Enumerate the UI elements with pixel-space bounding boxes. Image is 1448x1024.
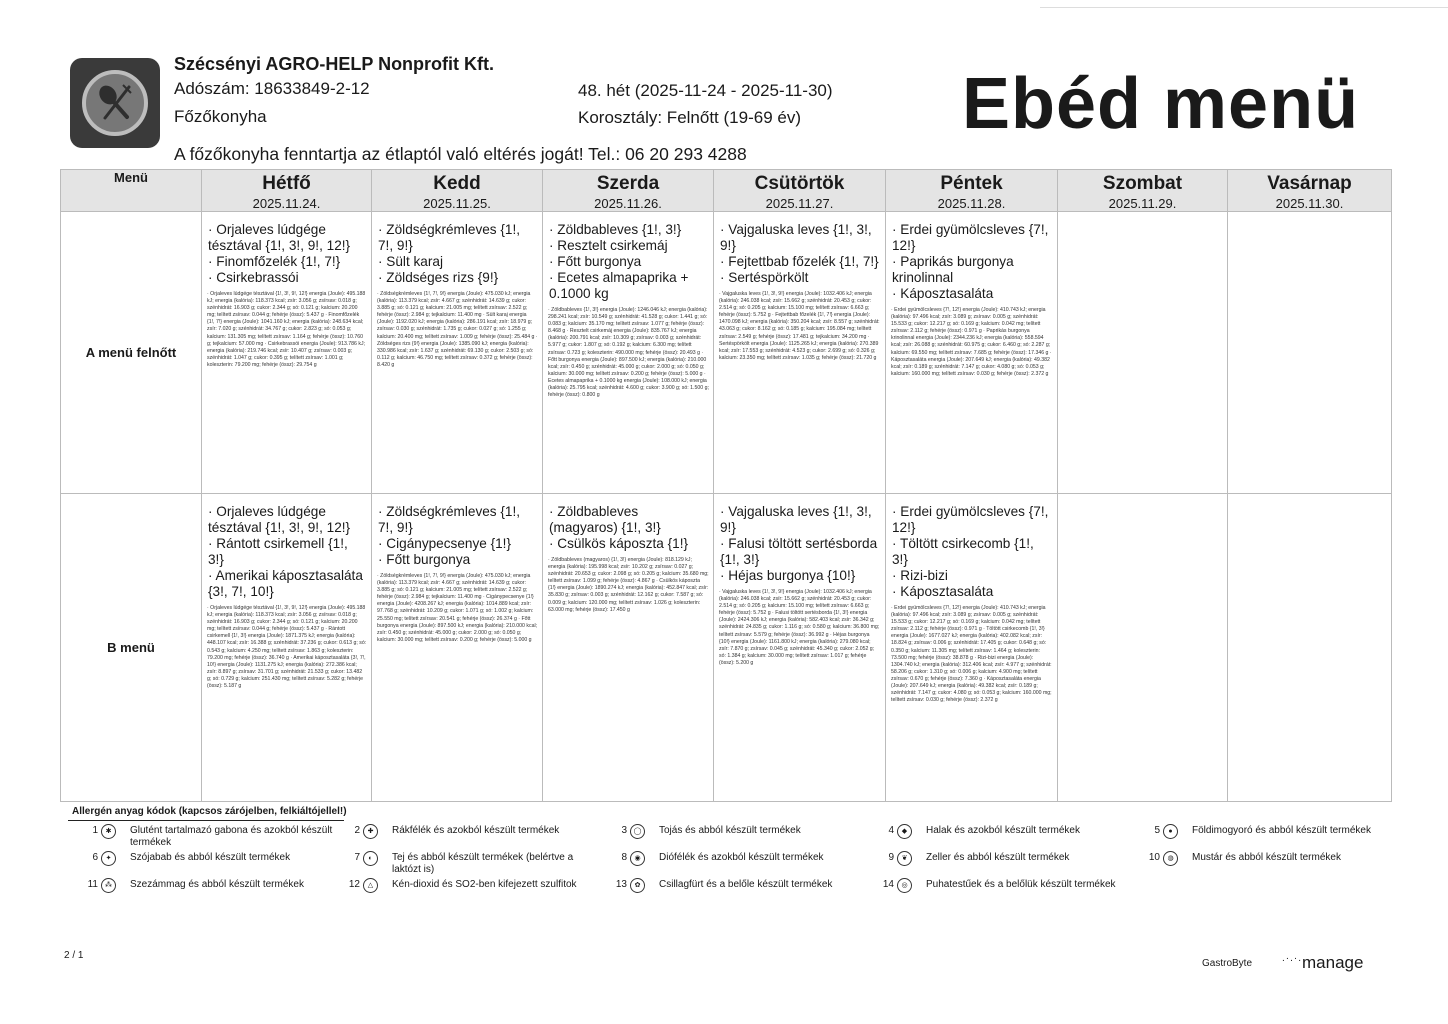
- allergen-number: 1: [92, 825, 98, 836]
- menu-cell: [372, 212, 543, 494]
- day-header-sunday: [1228, 170, 1392, 212]
- allergen-number: 7: [354, 852, 360, 863]
- mustard-icon: ◍: [1163, 851, 1178, 866]
- dish-name: · Finomfőzelék {1!, 7!}: [208, 254, 341, 269]
- menu-cell-content: [1058, 212, 1227, 493]
- menu-cell-content: [202, 494, 371, 801]
- dish-name: · Cigánypecsenye {1!}: [378, 536, 512, 551]
- dish-name: · Fejtettbab főzelék {1!, 7!}: [720, 254, 879, 269]
- allergen-text: Kén-dioxid és SO2-ben kifejezett szulfitok: [392, 879, 577, 890]
- dish-name: · Héjas burgonya {10!}: [720, 568, 856, 583]
- dish-name: · Orjaleves lúdgége tésztával {1!, 3!, 9!, 12!}: [208, 222, 351, 253]
- menu-cell: [543, 212, 714, 494]
- day-name: Szombat: [1102, 173, 1183, 194]
- company-name: Szécsényi AGRO-HELP Nonprofit Kft.: [174, 54, 495, 74]
- dish-name: · Orjaleves lúdgége tésztával {1!, 3!, 9!, 12!}: [208, 504, 351, 535]
- allergen-item: [607, 852, 864, 866]
- allergen-text: Földimogyoró és abból készült termékek: [1192, 825, 1371, 836]
- nutrition-info: · Vajgaluska leves {1!, 3!, 9!} energia (Joule): 1032.406 kJ; energia (kalória): 246.038 kcal; zsír: 15.662 g; szénhidrát: 20.453 g; cukor: 2.514 g; só: 0.205 g; kalcium: 15.100 mg; telített zsírsav: 6.663 g; fehérje (össz): 5.752 g · Falusi töltött sertésborda {1!, 3!} energia (Joule): 2424.306 kJ; energia (kalória): 582.403 kcal; zsír: 36.342 g; szénhidrát: 24.835 g; cukor: 1.116 g; só: 0.580 g; kalcium: 36.800 mg; telített zsírsav: 5.579 g; fehérje (össz): 36.992 g · Héjas burgonya {10!} energia (Joule): 1161.800 kJ; energia (kalória): 279.080 kcal; zsír: 7.870 g; zsírsav: 0.045 g; szénhidrát: 45.340 g; cukor: 2.052 g; só: 1.384 g; kalcium: 30.000 mg; telített zsírsav: 1.017 g; fehérje (össz): 5.200 g: [719, 589, 880, 666]
- menu-row-b: [61, 494, 1392, 802]
- wheat-icon: ✱: [101, 824, 116, 839]
- allergen-item: [607, 825, 864, 839]
- nutrition-info: · Zöldbableves {1!, 3!} energia (Joule): 1246.046 kJ; energia (kalória): 298.241 kcal; zsír: 10.549 g; szénhidrát: 41.528 g; cukor: 1.441 g; só: 0.083 g; kalcium: 35.170 mg; telített zsírsav: 1.077 g; fehérje (össz): 8.468 g · Resztelt csirkemáj energia (Joule): 835.767 kJ; energia (kalória): 200.791 kcal; zsír: 10.309 g; zsírsav: 0.003 g; szénhidrát: 5.977 g; cukor: 1.807 g; só: 0.192 g; kalcium: 6.300 mg; telített zsírsav: 0.723 g; koleszterin: 490.000 mg; fehérje (össz): 20.493 g · Főtt burgonya energia (Joule): 897.500 kJ; energia (kalória): 210.000 kcal; zsír: 0.450 g; szénhidrát: 45.000 g; cukor: 2.000 g; só: 0.050 g; kalcium: 30.000 mg; telített zsírsav: 0.200 g; fehérje (össz): 5.000 g · Ecetes almapaprika + 0.1000 kg energia (Joule): 108.000 kJ; energia (kalória): 25.795 kcal; szénhidrát: 4.600 g; cukor: 3.900 g; só: 1.500 g; fehérje (össz): 0.800 g: [548, 307, 709, 399]
- tax-id: Adószám: 18633849-2-12: [174, 79, 370, 98]
- day-header-thursday: [714, 170, 886, 212]
- nutrition-info: · Zöldségkrémleves {1!, 7!, 9!} energia (Joule): 475.030 kJ; energia (kalória): 113.379 kcal; zsír: 4.667 g; szénhidrát: 14.639 g; cukor: 3.885 g; só: 0.121 g; kalcium: 21.005 mg; telített zsírsav: 2.522 g; fehérje (össz): 2.984 g; tejkalcium: 11.400 mg · Cigánypecsenye {1!} energia (Joule): 4208.267 kJ; energia (kalória): 1014.889 kcal; zsír: 97.768 g; szénhidrát: 10.209 g; cukor: 1.071 g; só: 1.002 g; kalcium: 25.550 mg; telített zsírsav: 20.541 g; fehérje (össz): 26.374 g · Főtt burgonya energia (Joule): 897.500 kJ; energia (kalória): 210.000 kcal; zsír: 0.450 g; szénhidrát: 45.000 g; cukor: 2.000 g; só: 0.050 g; kalcium: 30.000 mg; telített zsírsav: 0.200 g; fehérje (össz): 5.000 g: [377, 573, 538, 643]
- menu-cell: [372, 494, 543, 802]
- menu-cell-content: [714, 212, 885, 493]
- menu-cell: [1228, 212, 1392, 494]
- dish-name: · Káposztasaláta: [892, 584, 994, 599]
- kitchen-logo: [70, 58, 160, 148]
- manage-text: manage: [1302, 953, 1364, 972]
- table-header-row: [61, 170, 1392, 212]
- nutrition-info: · Orjaleves lúdgége tésztával {1!, 3!, 9!, 12!} energia (Joule): 495.188 kJ; energia (kalória): 118.373 kcal; zsír: 3.056 g; zsírsav: 0.018 g; szénhidrát: 16.903 g; cukor: 2.344 g; só: 0.121 g; kalcium: 20.200 mg; telített zsírsav: 0.044 g; fehérje (össz): 5.437 g · Rántott csirkemell {1!, 3!} energia (Joule): 1871.375 kJ; energia (kalória): 448.107 kcal; zsír: 16.388 g; szénhidrát: 37.236 g; cukor: 0.613 g; só: 0.543 g; kalcium: 4.250 mg; telített zsírsav: 1.863 g; koleszterin: 79.200 mg; fehérje (össz): 36.740 g · Amerikai káposztasaláta {3!, 7!, 10!} energia (Joule): 1131.275 kJ; energia (kalória): 272.386 kcal; zsír: 8.897 g; zsírsav: 31.701 g; szénhidrát: 21.533 g; cukor: 13.482 g; só: 0.729 g; kalcium: 251.430 mg; telített zsírsav: 5.282 g; fehérje (össz): 5.187 g: [207, 605, 367, 690]
- dish-name: · Erdei gyümölcsleves {7!, 12!}: [892, 222, 1049, 253]
- manage-logo: [1282, 953, 1363, 973]
- sulphite-icon: △: [363, 878, 378, 893]
- day-header-tuesday: [372, 170, 543, 212]
- menu-cell: [714, 212, 886, 494]
- day-date: 2025.11.27.: [765, 196, 834, 211]
- allergen-number: 4: [888, 825, 894, 836]
- soy-icon: ✦: [101, 851, 116, 866]
- dish-name: · Ecetes almapaprika + 0.1000 kg: [549, 270, 689, 301]
- dish-name: · Zöldbableves {1!, 3!}: [549, 222, 682, 237]
- menu-cell: [1058, 212, 1228, 494]
- menu-cell: [1228, 494, 1392, 802]
- dots-icon: .·.·.: [1282, 953, 1302, 964]
- allergen-item: [78, 879, 335, 893]
- allergen-text: Zeller és abból készült termékek: [926, 852, 1070, 863]
- day-name: Hétfő: [262, 173, 311, 194]
- dish-name: · Csülkös káposzta {1!}: [549, 536, 689, 551]
- menu-row-a: [61, 212, 1392, 494]
- allergen-number: 3: [621, 825, 627, 836]
- allergen-number: 13: [615, 879, 627, 890]
- day-date: 2025.11.25.: [423, 196, 491, 211]
- fish-icon: ◆: [897, 824, 912, 839]
- day-date: 2025.11.29.: [1108, 196, 1177, 211]
- allergen-text: Szezámmag és abból készült termékek: [130, 879, 304, 890]
- menu-cell: [543, 494, 714, 802]
- allergen-legend-title: Allergén anyag kódok (kapcsos zárójelben, felkiáltójellel!): [72, 806, 347, 817]
- menu-cell-content: [1058, 494, 1227, 801]
- day-header-friday: [886, 170, 1058, 212]
- dish-name: · Zöldbableves (magyaros) {1!, 3!}: [549, 504, 661, 535]
- allergen-number: 12: [348, 879, 360, 890]
- allergen-item: [340, 879, 597, 893]
- dish-name: · Zöldségkrémleves {1!, 7!, 9!}: [378, 222, 521, 253]
- celery-icon: ❦: [897, 851, 912, 866]
- spoon-fork-icon: [82, 70, 148, 136]
- allergen-number: 11: [87, 879, 98, 890]
- allergen-item: [340, 825, 597, 839]
- day-name: Szerda: [596, 173, 660, 194]
- age-group: Korosztály: Felnőtt (19-69 év): [578, 108, 801, 127]
- dish-name: · Sertéspörkölt: [720, 270, 809, 285]
- allergen-text: Tej és abból készült termékek (belértve a laktózt is): [392, 852, 574, 875]
- gastrobyte-label: GastroByte: [1202, 958, 1253, 969]
- menu-cell-content: [202, 212, 371, 493]
- allergen-text: Tojás és abból készült termékek: [659, 825, 801, 836]
- nut-icon: ◉: [630, 851, 645, 866]
- egg-icon: ◯: [630, 824, 645, 839]
- allergen-text: Csillagfürt és a belőle készült termékek: [659, 879, 833, 890]
- row-label: B menü: [61, 494, 202, 802]
- dish-name: · Csirkebrassói: [208, 270, 299, 285]
- menu-cell: [714, 494, 886, 802]
- row-label: A menü felnőtt: [61, 212, 202, 494]
- menu-cell-content: [714, 494, 885, 801]
- menu-cell-content: [886, 212, 1057, 493]
- day-date: 2025.11.28.: [937, 196, 1006, 211]
- allergen-number: 6: [92, 852, 98, 863]
- allergen-item: [874, 852, 1131, 866]
- page-title: Ebéd menü: [962, 64, 1360, 144]
- notice-text: A főzőkonyha fenntartja az étlaptól való eltérés jogát! Tel.: 06 20 293 4288: [174, 144, 747, 164]
- dish-name: · Vajgaluska leves {1!, 3!, 9!}: [720, 504, 872, 535]
- nutrition-info: · Zöldbableves (magyaros) {1!, 3!} energia (Joule): 818.129 kJ; energia (kalória): 195.998 kcal; zsír: 10.202 g; zsírsav: 0.027 g; szénhidrát: 20.653 g; cukor: 2.098 g; só: 0.205 g; kalcium: 35.680 mg; telített zsírsav: 1.099 g; fehérje (össz): 4.867 g · Csülkös káposzta {1!} energia (Joule): 1890.274 kJ; energia (kalória): 452.847 kcal; zsír: 35.830 g; zsírsav: 0.003 g; szénhidrát: 12.162 g; cukor: 7.587 g; só: 0.009 g; kalcium: 120.000 mg; telített zsírsav: 1.026 g; koleszterin: 63.000 mg; fehérje (össz): 17.450 g: [548, 557, 709, 613]
- day-date: 2025.11.30.: [1275, 196, 1344, 211]
- allergen-item: [874, 825, 1131, 839]
- allergen-text: Mustár és abból készült termékek: [1192, 852, 1341, 863]
- allergen-text: Rákfélék és azokból készült termékek: [392, 825, 560, 836]
- dish-name: · Káposztasaláta: [892, 286, 994, 301]
- crab-icon: ✚: [363, 824, 378, 839]
- allergen-item: [607, 879, 864, 893]
- allergen-item: [78, 825, 335, 849]
- menu-column-header: Menü: [61, 170, 202, 212]
- menu-cell-content: [372, 494, 542, 801]
- dish-name: · Töltött csirkecomb {1!, 3!}: [892, 536, 1034, 567]
- allergen-item: [340, 852, 597, 876]
- peanut-icon: ●: [1163, 824, 1178, 839]
- allergen-text: Halak és azokból készült termékek: [926, 825, 1080, 836]
- lupin-icon: ✿: [630, 878, 645, 893]
- allergen-text: Szójabab és abból készült termékek: [130, 852, 291, 863]
- dish-name: · Főtt burgonya: [378, 552, 471, 567]
- menu-cell-content: [1228, 212, 1391, 493]
- week-range: 48. hét (2025-11-24 - 2025-11-30): [578, 81, 833, 100]
- dish-name: · Rizi-bizi: [892, 568, 948, 583]
- menu-cell-content: [543, 212, 713, 493]
- dish-name: · Erdei gyümölcsleves {7!, 12!}: [892, 504, 1049, 535]
- dish-name: · Falusi töltött sertésborda {1!, 3!}: [720, 536, 878, 567]
- allergen-text: Glutént tartalmazó gabona és azokból készült termékek: [130, 825, 333, 848]
- allergen-item: [1140, 825, 1397, 839]
- nutrition-info: · Vajgaluska leves {1!, 3!, 9!} energia (Joule): 1032.406 kJ; energia (kalória): 246.038 kcal; zsír: 15.662 g; szénhidrát: 20.453 g; cukor: 2.514 g; só: 0.205 g; kalcium: 15.100 mg; telített zsírsav: 6.663 g; fehérje (össz): 5.752 g · Fejtettbab főzelék {1!, 7!} energia (Joule): 1470.098 kJ; energia (kalória): 350.204 kcal; zsír: 8.557 g; szénhidrát: 43.063 g; cukor: 8.162 g; só: 0.185 g; kalcium: 195.084 mg; telített zsírsav: 2.549 g; fehérje (össz): 17.481 g; tejkalcium: 34.200 mg · Sertéspörkölt energia (Joule): 1125.265 kJ; energia (kalória): 270.389 kcal; zsír: 17.553 g; szénhidrát: 4.523 g; cukor: 2.699 g; só: 0.326 g; kalcium: 23.350 mg; telített zsírsav: 1.035 g; fehérje (össz): 21.720 g: [719, 291, 880, 361]
- nutrition-info: · Zöldségkrémleves {1!, 7!, 9!} energia (Joule): 475.030 kJ; energia (kalória): 113.379 kcal; zsír: 4.667 g; szénhidrát: 14.639 g; cukor: 3.885 g; só: 0.121 g; kalcium: 21.005 mg; telített zsírsav: 2.522 g; fehérje (össz): 2.984 g; tejkalcium: 11.400 mg · Sült karaj energia (Joule): 1192.020 kJ; energia (kalória): 286.191 kcal; zsír: 18.979 g; zsírsav: 0.030 g; szénhidrát: 1.735 g; cukor: 0.027 g; só: 1.255 g; kalcium: 20.400 mg; telített zsírsav: 1.009 g; fehérje (össz): 25.484 g · Zöldséges rizs {9!} energia (Joule): 1385.090 kJ; energia (kalória): 330.986 kcal; zsír: 1.637 g; szénhidrát: 69.130 g; cukor: 2.503 g; só: 0.112 g; kalcium: 46.750 mg; telített zsírsav: 0.372 g; fehérje (össz): 8.420 g: [377, 291, 538, 368]
- nutrition-info: · Erdei gyümölcsleves {7!, 12!} energia (Joule): 410.743 kJ; energia (kalória): 97.496 kcal; zsír: 3.089 g; zsírsav: 0.005 g; szénhidrát: 15.533 g; cukor: 12.217 g; só: 0.169 g; kalcium: 0.042 mg; telített zsírsav: 2.112 g; fehérje (össz): 0.971 g · Töltött csirkecomb {1!, 3!} energia (Joule): 1677.027 kJ; energia (kalória): 402.082 kcal; zsír: 18.824 g; zsírsav: 0.006 g; szénhidrát: 17.405 g; cukor: 0.648 g; só: 0.350 g; kalcium: 11.305 mg; telített zsírsav: 1.464 g; koleszterin: 73.500 mg; fehérje (össz): 38.878 g · Rizi-bizi energia (Joule): 1304.740 kJ; energia (kalória): 312.406 kcal; zsír: 4.977 g; szénhidrát: 58.206 g; cukor: 1.310 g; só: 0.006 g; kalcium: 4.900 mg; telített zsírsav: 0.670 g; fehérje (össz): 7.360 g · Káposztasaláta energia (Joule): 207.649 kJ; energia (kalória): 49.382 kcal; zsír: 0.189 g; szénhidrát: 7.147 g; cukor: 4.080 g; só: 0.053 g; kalcium: 160.000 mg; telített zsírsav: 0.030 g; fehérje (össz): 2.372 g: [891, 605, 1052, 704]
- dish-name: · Főtt burgonya: [549, 254, 642, 269]
- allergen-item: [1140, 852, 1397, 866]
- allergen-number: 14: [882, 879, 894, 890]
- dish-name: · Zöldséges rizs {9!}: [378, 270, 499, 285]
- dish-name: · Zöldségkrémleves {1!, 7!, 9!}: [378, 504, 521, 535]
- day-header-wednesday: [543, 170, 714, 212]
- dish-name: · Vajgaluska leves {1!, 3!, 9!}: [720, 222, 872, 253]
- day-name: Kedd: [433, 173, 481, 194]
- day-date: 2025.11.26.: [594, 196, 662, 211]
- day-name: Péntek: [940, 173, 1003, 194]
- nutrition-info: · Orjaleves lúdgége tésztával {1!, 3!, 9!, 12!} energia (Joule): 495.188 kJ; energia (kalória): 118.373 kcal; zsír: 3.056 g; zsírsav: 0.018 g; szénhidrát: 16.903 g; cukor: 2.344 g; só: 0.121 g; kalcium: 20.200 mg; telített zsírsav: 0.044 g; fehérje (össz): 5.437 g · Finomfőzelék {1!, 7!} energia (Joule): 1041.160 kJ; energia (kalória): 248.634 kcal; zsír: 7.020 g; szénhidrát: 34.767 g; cukor: 2.823 g; só: 0.053 g; kalcium: 131.305 mg; telített zsírsav: 1.164 g; fehérje (össz): 10.760 g; tejkalcium: 57.000 mg · Csirkebrassói energia (Joule): 913.786 kJ; energia (kalória): 219.746 kcal; zsír: 10.407 g; zsírsav: 0.003 g; szénhidrát: 1.047 g; cukor: 0.395 g; telített zsírsav: 1.001 g; koleszterin: 79.200 mg; fehérje (össz): 29.754 g: [207, 291, 366, 368]
- kitchen-name: Főzőkonyha: [174, 107, 267, 126]
- day-name: Csütörtök: [754, 173, 845, 194]
- day-header-monday: [202, 170, 372, 212]
- page-number: 2 / 1: [64, 950, 84, 961]
- menu-cell: [1058, 494, 1228, 802]
- day-date: 2025.11.24.: [252, 196, 321, 211]
- allergen-text: Puhatestűek és a belőlük készült termékek: [926, 879, 1116, 890]
- allergen-title-underline: [68, 820, 344, 821]
- menu-cell-content: [543, 494, 713, 801]
- allergen-item: [78, 852, 335, 866]
- menu-cell: [886, 494, 1058, 802]
- milk-icon: ◐: [363, 851, 378, 866]
- menu-cell-content: [372, 212, 542, 493]
- dish-name: · Paprikás burgonya krinolinnal: [892, 254, 1014, 285]
- allergen-number: 2: [354, 825, 360, 836]
- mollusc-icon: ◎: [897, 878, 912, 893]
- allergen-number: 5: [1154, 825, 1160, 836]
- day-name: Vasárnap: [1267, 173, 1352, 194]
- dish-name: · Resztelt csirkemáj: [549, 238, 668, 253]
- allergen-number: 8: [621, 852, 627, 863]
- menu-table: [60, 169, 1392, 802]
- menu-cell: [202, 494, 372, 802]
- scan-edge-line: [1040, 7, 1448, 8]
- menu-cell-content: [886, 494, 1057, 801]
- day-header-saturday: [1058, 170, 1228, 212]
- menu-cell: [886, 212, 1058, 494]
- menu-cell-content: [1228, 494, 1391, 801]
- allergen-number: 9: [888, 852, 894, 863]
- nutrition-info: · Erdei gyümölcsleves {7!, 12!} energia (Joule): 410.743 kJ; energia (kalória): 97.496 kcal; zsír: 3.089 g; zsírsav: 0.005 g; szénhidrát: 15.533 g; cukor: 12.217 g; só: 0.169 g; kalcium: 0.042 mg; telített zsírsav: 2.112 g; fehérje (össz): 0.971 g · Paprikás burgonya krinolinnal energia (Joule): 2344.236 kJ; energia (kalória): 558.594 kcal; zsír: 26.088 g; szénhidrát: 60.975 g; cukor: 6.460 g; só: 2.287 g; kalcium: 69.550 mg; telített zsírsav: 7.685 g; fehérje (össz): 17.346 g · Káposztasaláta energia (Joule): 207.649 kJ; energia (kalória): 49.382 kcal; zsír: 0.189 g; szénhidrát: 7.147 g; cukor: 4.080 g; só: 0.053 g; kalcium: 160.000 mg; telített zsírsav: 0.030 g; fehérje (össz): 2.372 g: [891, 307, 1052, 377]
- dish-name: · Rántott csirkemell {1!, 3!}: [208, 536, 348, 567]
- dish-name: · Sült karaj: [378, 254, 443, 269]
- menu-cell: [202, 212, 372, 494]
- allergen-text: Diófélék és azokból készült termékek: [659, 852, 824, 863]
- allergen-number: 10: [1148, 852, 1160, 863]
- dish-name: · Amerikai káposztasaláta {3!, 7!, 10!}: [208, 568, 363, 599]
- allergen-item: [874, 879, 1131, 893]
- sesame-icon: ⁂: [101, 878, 116, 893]
